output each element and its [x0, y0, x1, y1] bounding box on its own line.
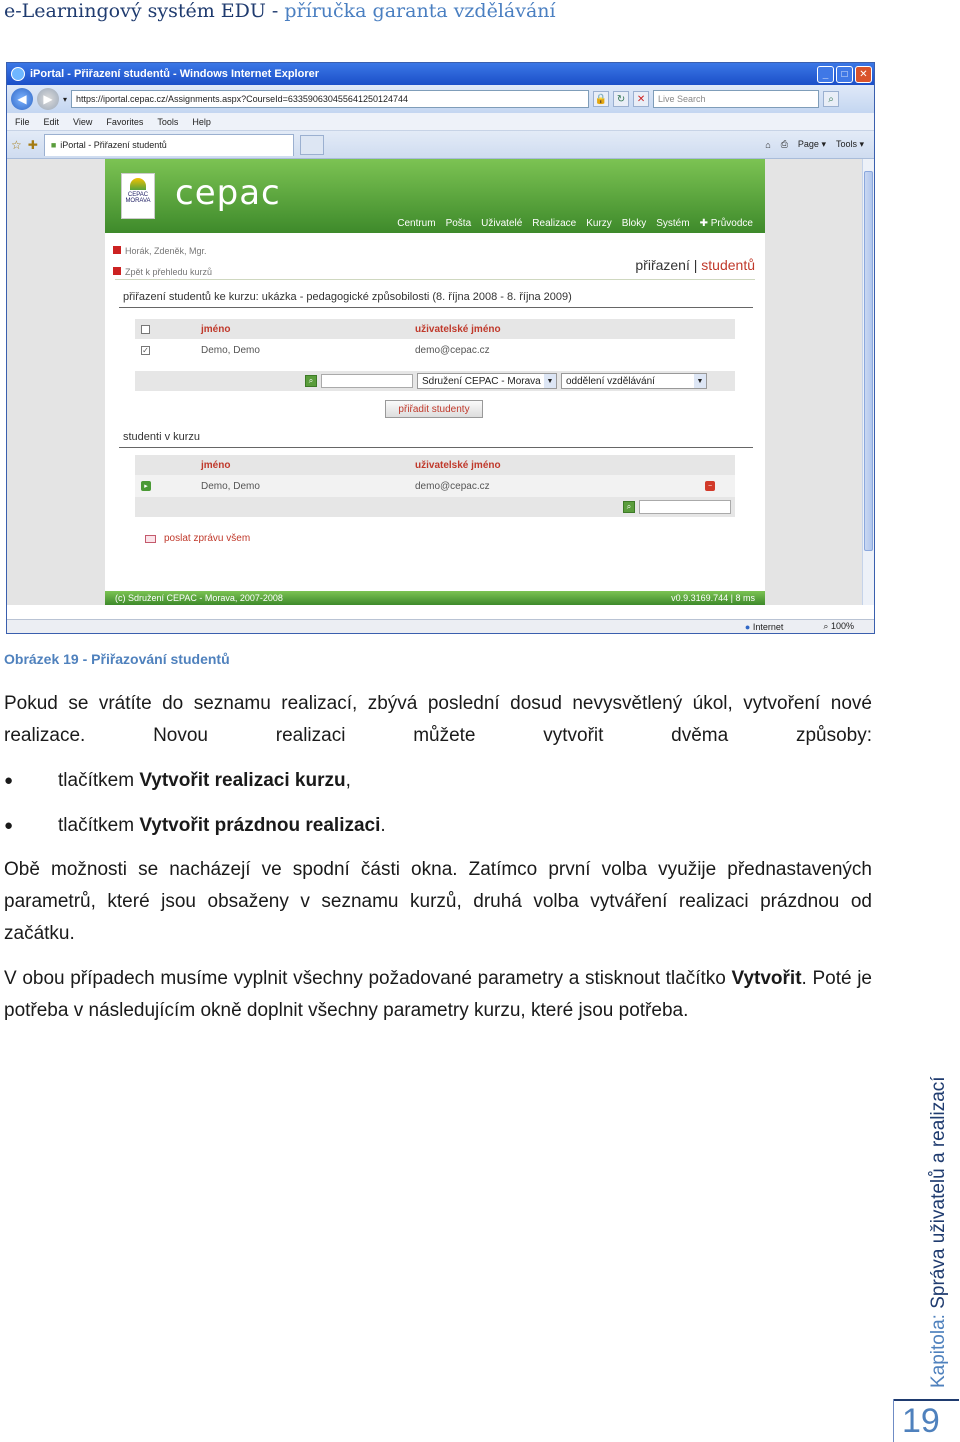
enrolled-table-header: jméno uživatelské jméno [135, 455, 735, 475]
document-subtitle: příručka garanta vzdělávání [284, 0, 556, 22]
maximize-icon: □ [836, 66, 853, 83]
add-favorite-icon: ✚ [27, 137, 38, 152]
forward-icon: ▶ [37, 88, 59, 110]
filter-input [639, 500, 731, 514]
cepac-banner [105, 159, 765, 233]
assign-heading: přiřazení studentů ke kurzu: ukázka - pedagogické způsobilosti (8. října 2008 - 8. října 2009) [123, 291, 572, 303]
page-favicon-icon: ■ [50, 140, 57, 150]
filter-input [321, 374, 413, 388]
browser-titlebar [7, 63, 874, 85]
bullet-icon: ● [4, 772, 14, 789]
row-checkbox: ✓ [142, 345, 149, 355]
browser-statusbar [7, 619, 874, 633]
envelope-icon [145, 535, 156, 543]
browser-tabbar [7, 131, 874, 159]
command-page: Page ▾ [797, 139, 826, 149]
stop-icon: ✕ [633, 91, 649, 107]
page-number-rule [893, 1399, 959, 1401]
assign-students-button: přiřadit studenty [385, 400, 483, 418]
cepac-badge-logo: CEPAC MORAVA [121, 173, 155, 219]
candidate-table [135, 319, 735, 361]
student-detail-icon: ▸ [141, 481, 151, 491]
browser-tab: ■ iPortal - Přiřazení studentů [44, 134, 294, 156]
page-number: 19 [902, 1402, 940, 1440]
table-row: ▸ Demo, Demo demo@cepac.cz − [135, 475, 735, 497]
search-icon: ⌕ [823, 91, 839, 107]
paragraph-create: V obou případech musíme vyplnit všechny požadované parametry a stisknout tlačítko Vytvořit. Poté je potřeba v následujícím okně doplnit všechny parametry kurzu, které jsou potřeba. [4, 968, 872, 1021]
menu-tools: Tools [157, 116, 179, 127]
enrolled-heading: studenti v kurzu [123, 431, 201, 443]
menu-edit: Edit [43, 116, 60, 127]
remove-student-icon: − [705, 481, 715, 491]
candidate-filter-row [135, 371, 735, 391]
address-bar [7, 85, 874, 113]
globe-icon: ● [744, 621, 751, 632]
new-tab-button [300, 135, 324, 155]
menu-file: File [15, 116, 30, 127]
back-icon: ◀ [11, 88, 33, 110]
nav-centrum: Centrum [397, 218, 436, 229]
candidate-table-header: jméno uživatelské jméno [135, 319, 735, 339]
nav-pruvodce: ✚ Průvodce [699, 218, 753, 229]
favorites-star-icon: ☆ [11, 137, 22, 152]
chapter-side-label: Kapitola: Správa uživatelů a realizací [928, 1076, 949, 1388]
org-select: Sdružení CEPAC - Morava ▼ [417, 373, 557, 389]
internet-zone: ● Internet [744, 621, 784, 632]
enrolled-table [135, 455, 735, 497]
embedded-browser-screenshot [6, 62, 875, 634]
refresh-icon: ↻ [613, 91, 629, 107]
zoom-level: ⌕ 100% [823, 621, 854, 631]
minimize-icon: _ [817, 66, 834, 83]
filter-search-icon: ⌕ [305, 375, 317, 387]
bullet-icon: ● [4, 817, 14, 834]
nav-realizace: Realizace [532, 218, 577, 229]
select-all-checkbox [141, 325, 150, 334]
user-info: Horák, Zdeněk, Mgr. Zpět k přehledu kurzů [113, 241, 212, 283]
nav-posta: Pošta [445, 218, 472, 229]
cepac-footer: (c) Sdružení CEPAC - Morava, 2007-2008 v0.9.3169.744 | 8 ms [105, 591, 765, 605]
nav-system: Systém [656, 218, 690, 229]
back-arrow-icon [113, 267, 121, 275]
plus-icon: ✚ [699, 218, 711, 229]
document-header [4, 0, 556, 22]
table-row: ✓ Demo, Demo demo@cepac.cz [142, 344, 490, 356]
header-separator: - [265, 0, 285, 22]
nav-uzivatele: Uživatelé [481, 218, 523, 229]
browser-menubar [7, 113, 874, 131]
document-title: e-Learningový systém EDU [4, 0, 266, 22]
page-number-divider [893, 1399, 894, 1442]
history-dropdown-icon: ▾ [63, 94, 68, 104]
menu-favorites: Favorites [106, 116, 144, 127]
cepac-navigation [397, 218, 753, 229]
lock-icon: 🔒 [593, 91, 609, 107]
url-field: https://iportal.cepac.cz/Assignments.aspx?CourseId=633590630455641250124744 [71, 90, 589, 108]
nav-kurzy: Kurzy [586, 218, 612, 229]
menu-view: View [73, 116, 93, 127]
zoom-icon: ⌕ [823, 621, 829, 631]
home-icon: ⌂ [765, 139, 771, 150]
print-icon: ⎙ [780, 139, 788, 149]
enrolled-filter-row [135, 497, 735, 517]
browser-viewport [7, 159, 863, 605]
menu-help: Help [192, 116, 211, 127]
dept-select: oddělení vzdělávání ▼ [561, 373, 707, 389]
cepac-page-title: přiřazení | studentů [635, 257, 755, 273]
filter-search-icon: ⌕ [623, 501, 635, 513]
paragraph-intro: Pokud se vrátíte do seznamu realizací, zbývá poslední dosud nevysvětlený úkol, vytvoření nové realizace. Novou realizaci můžete vytvořit dvěma způsoby: [4, 693, 872, 746]
close-icon: ✕ [855, 66, 872, 83]
user-icon [113, 246, 121, 254]
command-tools: Tools ▾ [835, 139, 864, 149]
paragraph-options: Obě možnosti se nacházejí ve spodní části okna. Zatímco první volba využije přednastavených parametrů, které jsou obsaženy v seznamu kurzů, druhá volba vytváření realizaci prázdnou od začátku. [4, 859, 872, 944]
send-message-link: poslat zprávu všem [145, 533, 250, 544]
ie-logo-icon [11, 67, 25, 81]
live-search-field: Live Search [653, 90, 819, 108]
cepac-page [105, 159, 765, 605]
figure-caption: Obrázek 19 - Přiřazování studentů [4, 651, 230, 667]
cepac-logo: cepac [175, 173, 281, 213]
nav-bloky: Bloky [621, 218, 647, 229]
window-title: iPortal - Přiřazení studentů - Windows Internet Explorer [30, 68, 319, 80]
vertical-scrollbar [862, 159, 874, 605]
